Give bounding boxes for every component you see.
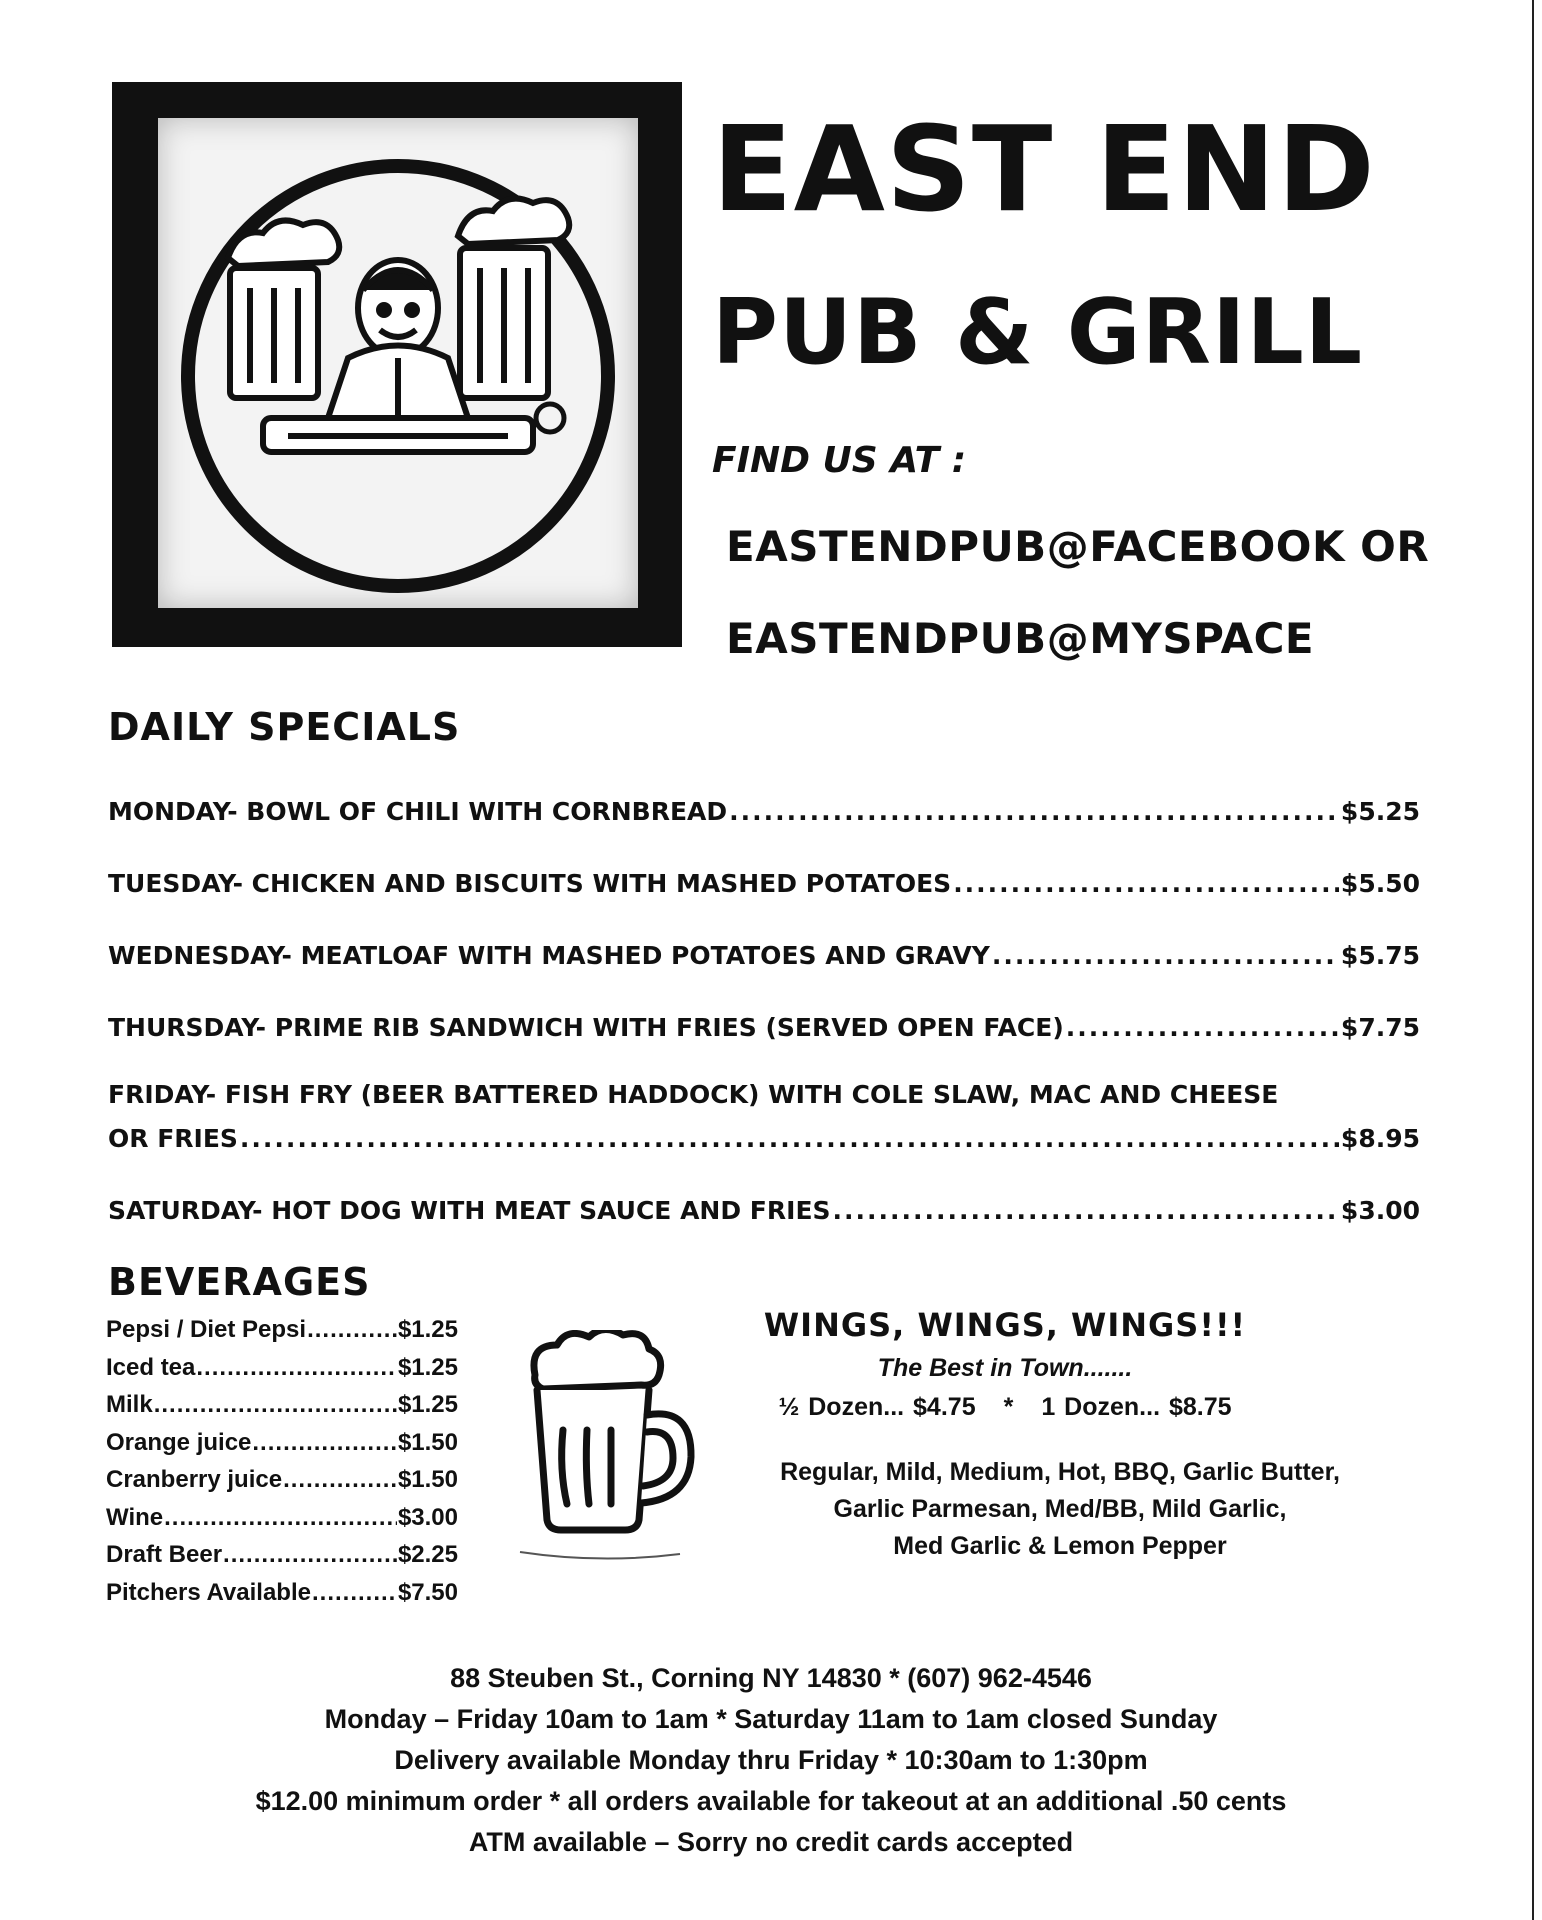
special-label: OR FRIES [108, 1124, 238, 1153]
flavors-line: Garlic Parmesan, Med/BB, Mild Garlic, [833, 1495, 1287, 1523]
beverage-name: Orange juice [106, 1428, 252, 1456]
dot-leader [729, 797, 1339, 826]
pub-logo-icon [112, 82, 682, 647]
footer-info [0, 1658, 1542, 1863]
half-dozen-price: ½ Dozen... $4.75 [778, 1393, 976, 1421]
beverage-name: Pepsi / Diet Pepsi [106, 1316, 307, 1343]
special-thursday [108, 1013, 1420, 1042]
beverage-item [106, 1429, 458, 1467]
beverage-name: Pitchers Available [106, 1578, 311, 1606]
special-price: $7.75 [1340, 1013, 1420, 1042]
special-friday-line1: FRIDAY- FISH FRY (BEER BATTERED HADDOCK) WITH COLE SLAW, MAC AND CHEESE [108, 1080, 1279, 1109]
beverage-price: $1.25 [397, 1391, 458, 1418]
dot-leader [307, 1316, 397, 1344]
beverages-heading: BEVERAGES [108, 1260, 371, 1304]
dot-leader [1066, 1013, 1339, 1042]
price-separator: * [1003, 1393, 1014, 1421]
beverage-price: $1.25 [397, 1353, 458, 1381]
dot-leader [833, 1196, 1339, 1225]
dot-leader [283, 1466, 397, 1494]
special-label: SATURDAY- HOT DOG WITH MEAT SAUCE AND FRIES [108, 1196, 831, 1225]
special-label: TUESDAY- CHICKEN AND BISCUITS WITH MASHED POTATOES [108, 869, 952, 898]
beverage-name: Milk [106, 1391, 153, 1418]
special-wednesday [108, 941, 1420, 970]
wings-heading: WINGS, WINGS, WINGS!!! [763, 1306, 1247, 1344]
find-us-label: FIND US AT : [712, 440, 967, 481]
wings-tagline: The Best in Town....... [877, 1354, 1133, 1382]
dot-leader [223, 1541, 397, 1569]
special-price: $3.00 [1340, 1196, 1420, 1225]
dot-leader [252, 1429, 397, 1457]
special-friday [108, 1124, 1420, 1153]
special-label: WEDNESDAY- MEATLOAF WITH MASHED POTATOES AND GRAVY [108, 941, 990, 970]
beverage-price: $2.25 [397, 1541, 458, 1568]
beverage-price: $1.50 [397, 1428, 458, 1456]
special-label: THURSDAY- PRIME RIB SANDWICH WITH FRIES (SERVED OPEN FACE) [108, 1013, 1064, 1042]
beverage-price: $7.50 [397, 1578, 458, 1606]
flavors-line: Regular, Mild, Medium, Hot, BBQ, Garlic Butter, [780, 1458, 1340, 1486]
page-edge-divider [1532, 0, 1534, 1920]
dot-leader [312, 1579, 397, 1607]
minimum-order: $12.00 minimum order * all orders available for takeout at an additional .50 cents [255, 1786, 1287, 1816]
pub-name-line2: PUB & GRILL [712, 280, 1364, 385]
address-phone: 88 Steuben St., Corning NY 14830 * (607) 962-4546 [450, 1663, 1092, 1693]
beverage-item [106, 1354, 458, 1392]
special-price: $5.25 [1340, 797, 1420, 826]
special-tuesday [108, 869, 1420, 898]
special-price: $8.95 [1340, 1124, 1420, 1153]
beverage-price: $1.50 [397, 1466, 458, 1493]
beverage-name: Iced tea [106, 1353, 196, 1381]
special-label: MONDAY- BOWL OF CHILI WITH CORNBREAD [108, 797, 728, 826]
logo-artwork [158, 118, 638, 608]
beverage-name: Draft Beer [106, 1541, 223, 1568]
wing-flavors [720, 1454, 1400, 1565]
delivery-info: Delivery available Monday thru Friday * 10:30am to 1:30pm [394, 1745, 1148, 1775]
beverage-item [106, 1466, 458, 1504]
beverage-name: Cranberry juice [106, 1466, 283, 1493]
special-saturday [108, 1196, 1420, 1225]
dot-leader [154, 1391, 397, 1419]
myspace-link: EASTENDPUB@MYSPACE [726, 614, 1315, 663]
dot-leader [164, 1504, 397, 1532]
beverage-item [106, 1391, 458, 1429]
dot-leader [196, 1354, 397, 1382]
pub-name-line1: EAST END [712, 100, 1376, 238]
beverages-list [106, 1316, 458, 1616]
special-monday [108, 797, 1420, 826]
daily-specials-heading: DAILY SPECIALS [108, 705, 461, 749]
beverage-item [106, 1541, 458, 1579]
dozen-price: 1 Dozen... $8.75 [1041, 1393, 1232, 1421]
special-price: $5.75 [1340, 941, 1420, 970]
facebook-link: EASTENDPUB@FACEBOOK OR [726, 522, 1430, 571]
beverage-name: Wine [106, 1503, 164, 1531]
flavors-line: Med Garlic & Lemon Pepper [893, 1532, 1227, 1560]
beverage-price: $1.25 [397, 1316, 458, 1343]
hours: Monday – Friday 10am to 1am * Saturday 11am to 1am closed Sunday [324, 1704, 1218, 1734]
beverage-price: $3.00 [397, 1503, 458, 1531]
dot-leader [953, 869, 1339, 898]
beverage-item [106, 1316, 458, 1354]
wings-prices [610, 1393, 1400, 1422]
wings-section [720, 1306, 1400, 1565]
dot-leader [240, 1124, 1339, 1153]
special-price: $5.50 [1340, 869, 1420, 898]
payment-info: ATM available – Sorry no credit cards accepted [468, 1827, 1074, 1857]
beverage-item [106, 1504, 458, 1542]
dot-leader [992, 941, 1339, 970]
beverage-item [106, 1579, 458, 1617]
